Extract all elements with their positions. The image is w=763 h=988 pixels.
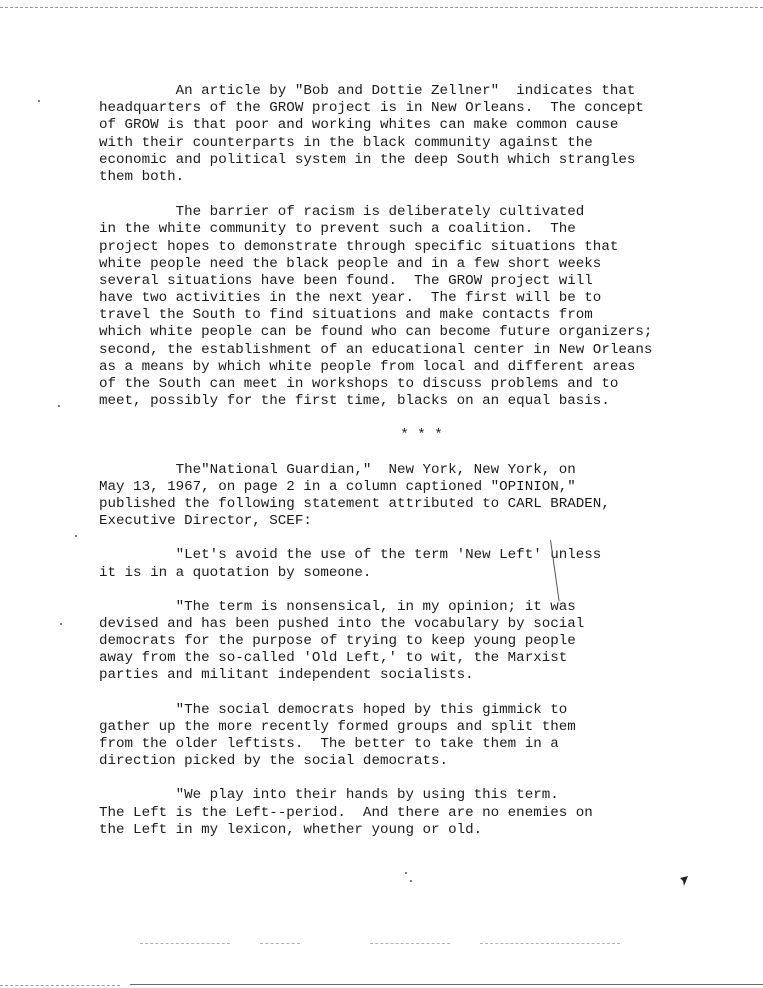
paragraph-grow-headquarters xyxy=(99,83,699,186)
text-line: of GROW is that poor and working whites can make common cause xyxy=(99,117,619,134)
paragraph-term-nonsensical xyxy=(99,599,699,685)
text-line: "The social democrats hoped by this gimmick to xyxy=(99,701,568,718)
paragraph-national-guardian xyxy=(99,462,699,531)
text-line: project hopes to demonstrate through specific situations that xyxy=(99,238,619,255)
scan-speck xyxy=(75,535,77,537)
text-line: meet, possibly for the first time, blacks on an equal basis. xyxy=(99,393,610,410)
text-line: from the older leftists. The better to take them in a xyxy=(99,736,559,752)
text-line: them both. xyxy=(99,168,185,185)
text-line: The barrier of racism is deliberately cultivated xyxy=(99,204,585,221)
text-line: second, the establishment of an educational center in New Orleans xyxy=(99,341,653,358)
text-line: published the following statement attributed to CARL BRADEN, xyxy=(99,495,610,512)
text-line: economic and political system in the deep South which strangles xyxy=(99,151,636,168)
paragraph-barrier-of-racism xyxy=(99,204,699,410)
scan-speck xyxy=(410,880,412,882)
scan-top-edge xyxy=(0,7,763,8)
text-line: white people need the black people and in a few short weeks xyxy=(99,255,602,272)
text-line: "Let's avoid the use of the term 'New Left' unless xyxy=(99,547,602,564)
paragraph-left-is-the-left xyxy=(99,787,699,839)
text-line: The"National Guardian," New York, New York, on xyxy=(99,461,576,478)
scan-mark-icon xyxy=(678,875,690,887)
text-line: Executive Director, SCEF: xyxy=(99,513,312,530)
section-separator: * * * xyxy=(400,427,443,444)
scan-speck xyxy=(60,623,62,625)
text-line: direction picked by the social democrats. xyxy=(99,753,449,770)
text-line: travel the South to find situations and make contacts from xyxy=(99,307,593,324)
text-line: several situations have been found. The GROW project will xyxy=(99,272,593,289)
paragraph-social-democrats-gimmick xyxy=(99,702,699,771)
text-line: headquarters of the GROW project is in New Orleans. The concept xyxy=(99,100,644,117)
text-line: The Left is the Left--period. And there are no enemies on xyxy=(99,804,593,821)
scan-noise xyxy=(480,943,620,944)
text-line: democrats for the purpose of trying to keep young people xyxy=(99,633,576,650)
scan-speck xyxy=(38,100,40,102)
text-line: with their counterparts in the black community against the xyxy=(99,134,593,151)
scan-noise xyxy=(140,943,230,944)
scan-speck xyxy=(405,872,407,874)
text-line: away from the so-called 'Old Left,' to wit, the Marxist xyxy=(99,650,568,667)
text-line: in the white community to prevent such a coalition. The xyxy=(99,221,576,238)
text-line: "The term is nonsensical, in my opinion; it was xyxy=(99,598,576,615)
text-line: An article by "Bob and Dottie Zellner" indicates that xyxy=(99,83,636,99)
scan-bottom-edge-left xyxy=(0,985,120,986)
text-line: parties and militant independent socialists. xyxy=(99,667,474,684)
scan-bottom-edge xyxy=(130,984,763,985)
scan-speck xyxy=(58,405,60,407)
text-line: devised and has been pushed into the vocabulary by social xyxy=(99,615,585,632)
text-line: have two activities in the next year. The first will be to xyxy=(99,290,602,307)
text-line: of the South can meet in workshops to discuss problems and to xyxy=(99,376,619,392)
document-body xyxy=(99,83,699,839)
text-line: gather up the more recently formed groups and split them xyxy=(99,718,576,735)
text-line: the Left in my lexicon, whether young or old. xyxy=(99,821,483,838)
text-line: "We play into their hands by using this term. xyxy=(99,787,559,804)
text-line: it is in a quotation by someone. xyxy=(99,564,372,581)
text-line: as a means by which white people from local and different areas xyxy=(99,358,636,375)
text-line: May 13, 1967, on page 2 in a column captioned "OPINION," xyxy=(99,478,576,495)
scan-noise xyxy=(370,943,450,944)
text-line: which white people can be found who can become future organizers; xyxy=(99,324,653,341)
scan-noise xyxy=(260,943,300,944)
paragraph-avoid-new-left xyxy=(99,547,699,581)
